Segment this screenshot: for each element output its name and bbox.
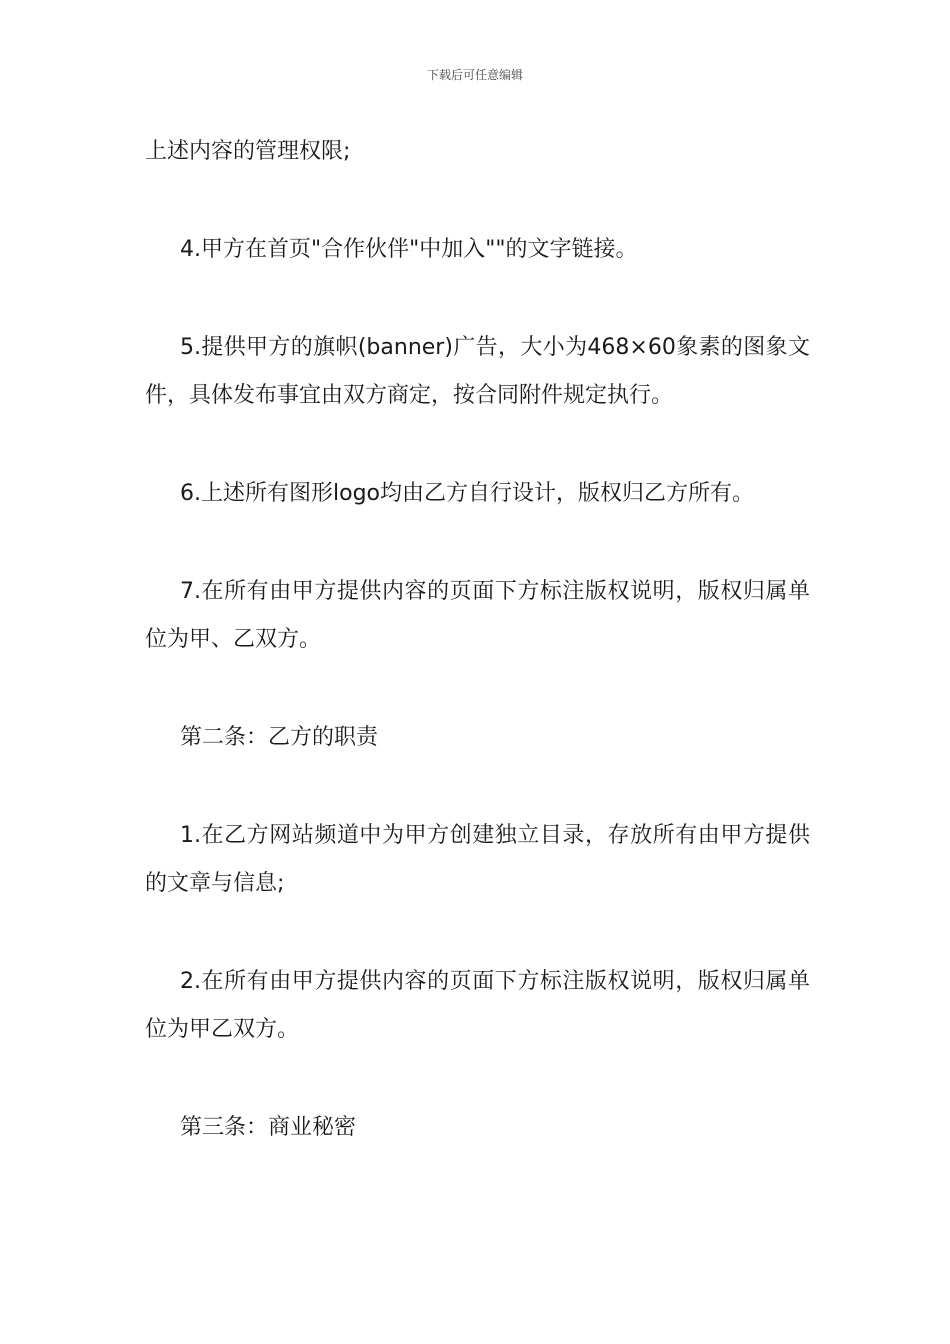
paragraph-item-4: 4.甲方在首页"合作伙伴"中加入""的文字链接。 <box>180 237 638 262</box>
paragraph-duty-2: 2.在所有由甲方提供内容的页面下方标注版权说明，版权归属单位为甲乙双方。 <box>145 969 810 1042</box>
document-body <box>145 128 810 1152</box>
section-heading-2: 第二条：乙方的职责 <box>180 725 379 750</box>
page-header: 下载后可任意编辑 <box>426 68 523 82</box>
paragraph-item-7: 7.在所有由甲方提供内容的页面下方标注版权说明，版权归属单位为甲、乙双方。 <box>145 579 810 652</box>
section-heading-3: 第三条：商业秘密 <box>180 1115 357 1140</box>
paragraph-item-6: 6.上述所有图形logo均由乙方自行设计，版权归乙方所有。 <box>180 481 754 506</box>
paragraph-continuation: 上述内容的管理权限; <box>145 139 351 164</box>
paragraph-duty-1: 1.在乙方网站频道中为甲方创建独立目录，存放所有由甲方提供的文章与信息; <box>145 823 810 896</box>
paragraph-item-5: 5.提供甲方的旗帜(banner)广告，大小为468×60象素的图象文件，具体发布事宜由双方商定，按合同附件规定执行。 <box>145 335 810 408</box>
